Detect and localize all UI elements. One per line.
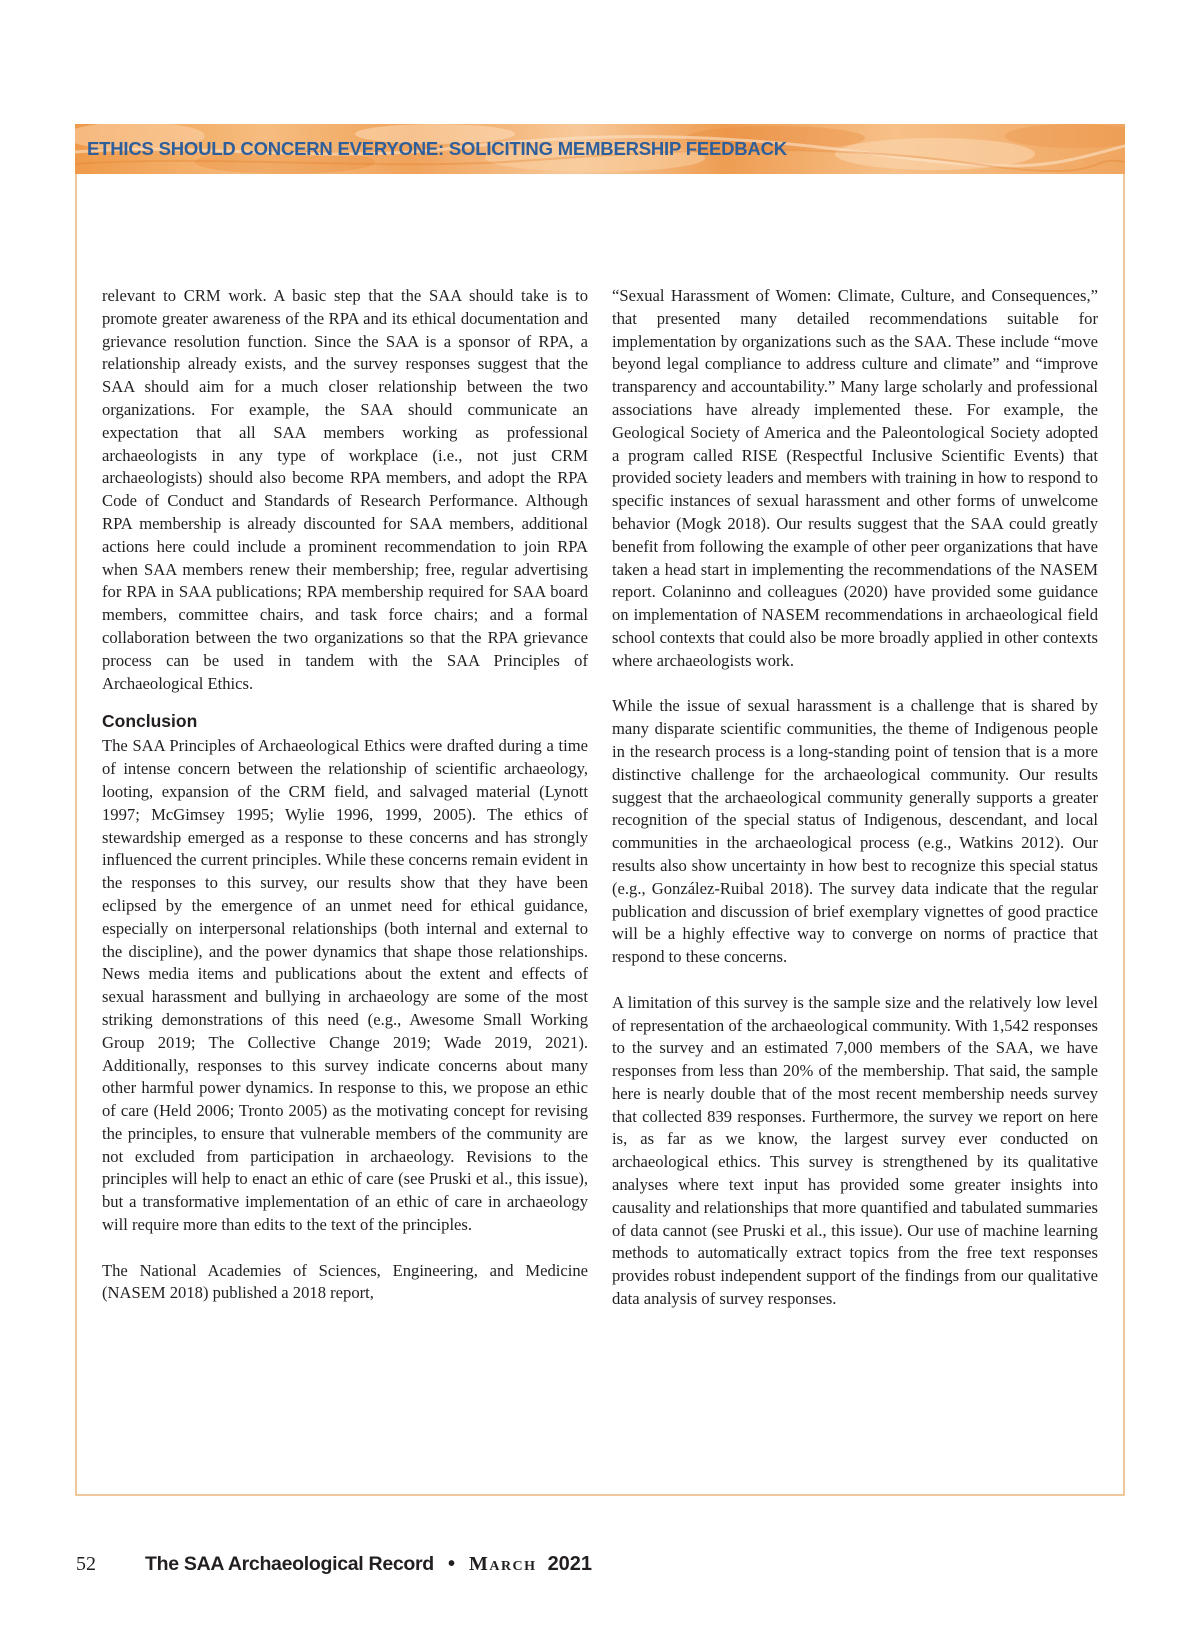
paragraph-nasem-report: “Sexual Harassment of Women: Climate, Culture, and Consequences,” that presented many detailed recommendations suitable for implementation by organizations such as the SAA. These include “move beyond legal compliance to address culture and climate” and “improve transparency and accountability.” Many large scholarly and professional associations have already implemented these. For example, the Geological Society of America and the Paleontological Society adopted a program called RISE (Respectful Inclusive Scientific Events) that provided society leaders and members with training in how to respond to specific instances of sexual harassment and other forms of unwelcome behavior (Mogk 2018). Our results suggest that the SAA could greatly benefit from following the example of other peer organizations that have taken a head start in implementing the recommendations of the NASEM report. Colaninno and colleagues (2020) have provided some guidance on implementation of NASEM recommendations in archaeological field school contexts that could also be more broadly applied in other contexts where archaeologists work.	[612, 286, 1098, 670]
section-banner	[75, 124, 1125, 174]
footer-bullet: •	[447, 1553, 455, 1575]
paragraph-rpa: relevant to CRM work. A basic step that the SAA should take is to promote greater awareness of the RPA and its ethical documentation and grievance resolution function. Since the SAA is a sponsor of RPA, a relationship already exists, and the survey responses suggest that the SAA should aim for a much closer relationship between the two organizations. For example, the SAA should communicate an expectation that all SAA members working as professional archaeologists in any type of workplace (i.e., not just CRM archaeologists) should also become RPA members, and adopt the RPA Code of Conduct and Standards of Research Performance. Although RPA membership is already discounted for SAA members, additional actions here could include a prominent recommendation to join RPA when SAA members renew their membership; free, regular advertising for RPA in SAA publications; RPA membership required for SAA board members, committee chairs, and task force chairs; and a formal collaboration between the two organizations so that the RPA grievance process can be used in tandem with the SAA Principles of Archaeological Ethics.	[102, 286, 588, 693]
issue-month: March	[468, 1553, 537, 1575]
right-column	[612, 285, 1098, 1311]
conclusion-heading: Conclusion	[102, 711, 198, 732]
paragraph-nasem-intro: The National Academies of Sciences, Engineering, and Medicine (NASEM 2018) published a 2018 report,	[102, 1260, 588, 1303]
paragraph-indigenous: While the issue of sexual harassment is a challenge that is shared by many disparate scientific communities, the theme of Indigenous people in the research process is a long-standing point of tension that is a more distinctive challenge for the archaeological community. Our results suggest that the archaeological community generally supports a greater recognition of the special status of Indigenous, descendant, and local communities in the archaeological process (e.g., Watkins 2012). Our results also show uncertainty in how best to recognize this special status (e.g., González-Ruibal 2018). The survey data indicate that the regular publication and discussion of brief exemplary vignettes of good practice will be a highly effective way to converge on norms of practice that respond to these concerns.	[612, 696, 1098, 967]
page-footer	[76, 1553, 592, 1576]
paragraph-limitation: A limitation of this survey is the sample size and the relatively low level of representation of the archaeological community. With 1,542 responses to the survey and an estimated 7,000 members of the SAA, we have responses from less than 20% of the membership. That said, the sample here is nearly double that of the most recent membership needs survey that collected 839 responses. Furthermore, the survey we report on here is, as far as we know, the largest survey ever conducted on archaeological ethics. This survey is strengthened by its qualitative analyses where text input has provided some greater insights into causality and relationships that more quantified and tabulated summaries of data cannot (see Pruski et al., this issue). Our use of machine learning methods to automatically extract topics from the free text responses provides robust independent support of the findings from our qualitative data analysis of survey responses.	[612, 992, 1098, 1309]
left-column	[102, 285, 588, 1305]
issue-year: 2021	[547, 1553, 593, 1575]
page-number: 52	[76, 1553, 96, 1575]
paragraph-conclusion: The SAA Principles of Archaeological Ethics were drafted during a time of intense concern between the relationship of scientific archaeology, looting, expansion of the CRM field, and salvaged material (Lynott 1997; McGimsey 1995; Wylie 1996, 1999, 2005). The ethics of stewardship emerged as a response to these concerns and has strongly influenced the current principles. While these concerns remain evident in the responses to this survey, our results show that they have been eclipsed by the emergence of an unmet need for ethical guidance, especially on interpersonal relationships (both internal and external to the discipline), and the power dynamics that shape those relationships. News media items and publications about the extent and effects of sexual harassment and bullying in archaeology are some of the most striking demonstrations of this need (e.g., Awesome Small Working Group 2019; The Collective Change 2019; Wade 2019, 2021). Additionally, responses to this survey indicate concerns about many other harmful power dynamics. In response to this, we propose an ethic of care (Held 2006; Tronto 2005) as the motivating concept for revising the principles, to ensure that vulnerable members of the community are not excluded from participation in archaeology. Revisions to the principles will help to enact an ethic of care (see Pruski et al., this issue), but a transformative implementation of an ethic of care in archaeology will require more than edits to the text of the principles.	[102, 736, 588, 1235]
journal-title: The SAA Archaeological Record	[145, 1553, 434, 1575]
banner-title: ETHICS SHOULD CONCERN EVERYONE: SOLICITING MEMBERSHIP FEEDBACK	[87, 138, 787, 159]
